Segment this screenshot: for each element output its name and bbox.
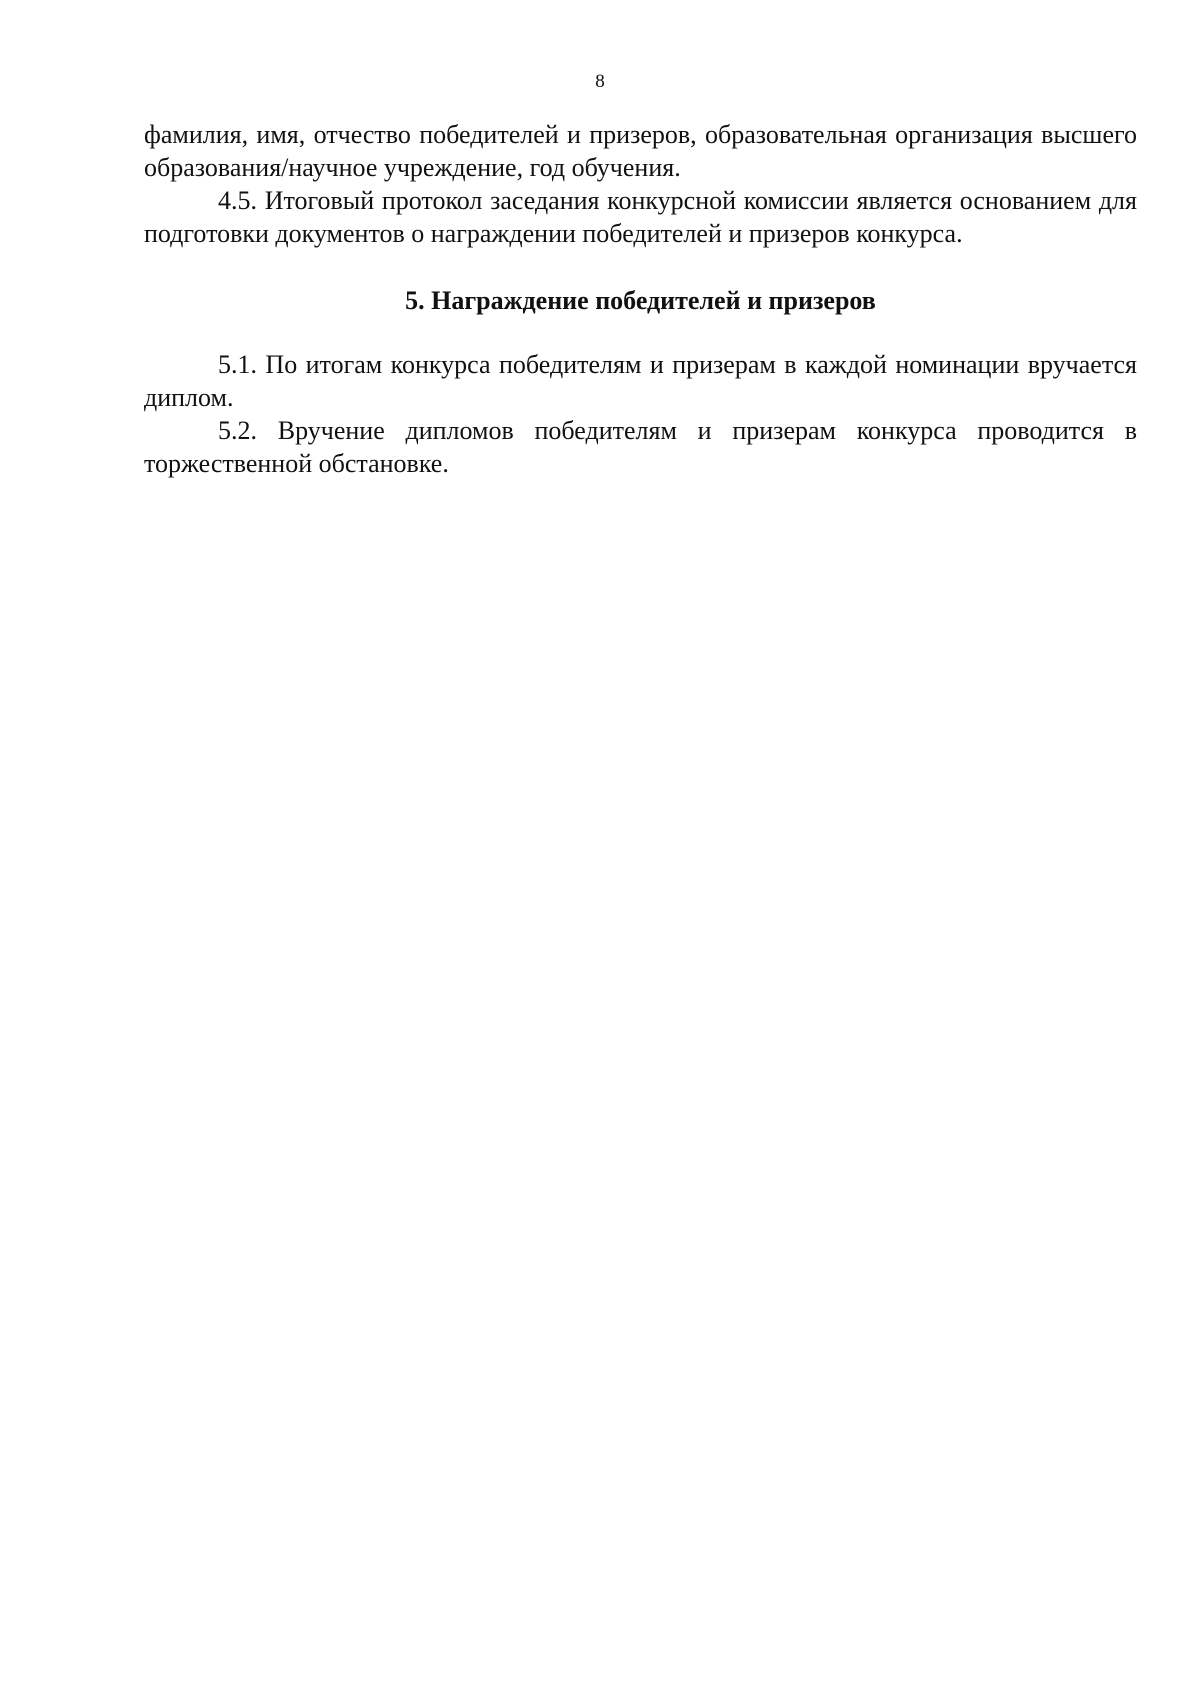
section-title: 5. Награждение победителей и призеров xyxy=(405,286,876,315)
paragraph-continuation: фамилия, имя, отчество победителей и призеров, образовательная организация высшего образования/научное учреждение, год обучения. xyxy=(144,120,1137,182)
paragraph-5-1: 5.1. По итогам конкурса победителям и призерам в каждой номинации вручается диплом. xyxy=(144,350,1137,412)
paragraph-5-2: 5.2. Вручение дипломов победителям и призерам конкурса проводится в торжественной обстановке. xyxy=(144,416,1137,478)
page-content xyxy=(144,118,1137,480)
page-number: 8 xyxy=(595,71,605,92)
paragraph-4-5: 4.5. Итоговый протокол заседания конкурсной комиссии является основанием для подготовки документов о награждении победителей и призеров конкурса. xyxy=(144,186,1137,248)
